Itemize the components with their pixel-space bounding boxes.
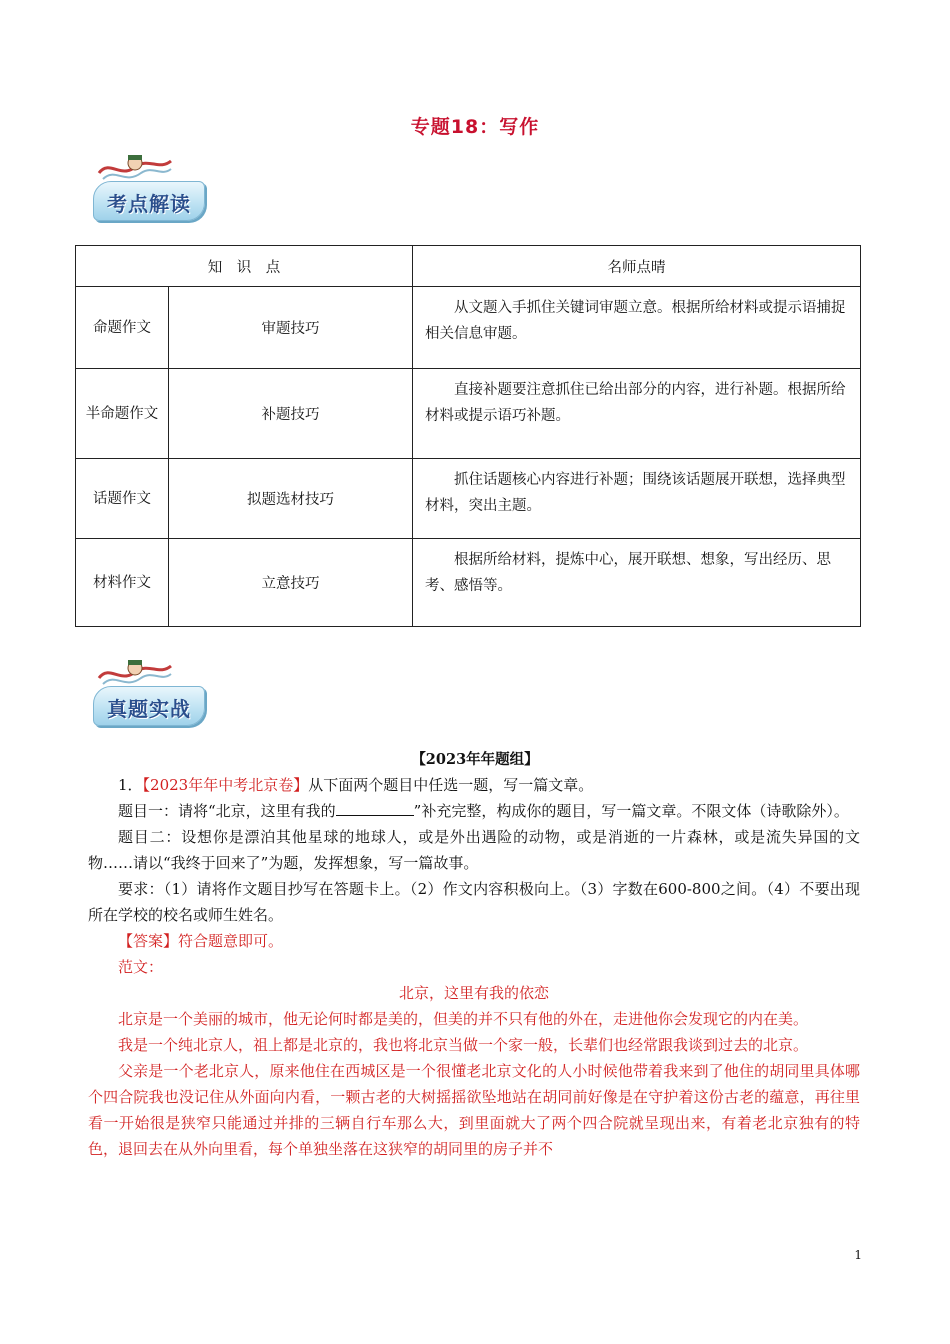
requirements: 要求：（1）请将作文题目抄写在答题卡上。（2）作文内容积极向上。（3）字数在600-800之间。（4）不要出现所在学校的校名或师生姓名。 [88, 880, 860, 924]
zhenti-badge-label: 真题实战 [107, 697, 191, 721]
table-row [76, 539, 861, 627]
answer-label: 【答案】 [118, 932, 179, 950]
topic-one-after: ”补充完整，构成你的题目，写一篇文章。不限文体（诗歌除外）。 [413, 802, 849, 820]
question-number: 1． [118, 776, 143, 794]
question-source: 【2023年年中考北京卷】 [142, 776, 309, 794]
essay-paragraph: 我是一个纯北京人，祖上都是北京的，我也将北京当做一个家一般，长辈们也经常跟我谈到过去的北京。 [118, 1036, 809, 1054]
row-category: 命题作文 [76, 287, 169, 369]
row-skill: 拟题选材技巧 [169, 459, 413, 539]
row-tip: 抓住话题核心内容进行补题；围绕该话题展开联想，选择典型材料，突出主题。 [413, 459, 861, 539]
essay-paragraph: 北京是一个美丽的城市，他无论何时都是美的，但美的并不只有他的外在，走进他你会发现它的内在美。 [118, 1010, 809, 1028]
answer-text: 符合题意即可。 [178, 932, 284, 950]
kaodian-badge-label: 考点解读 [107, 192, 191, 216]
essay-paragraph: 父亲是一个老北京人，原来他住在西城区是一个很懂老北京文化的人小时候他带着我来到了他住的胡同里具体哪个四合院我也没记住从外面向内看，一颗古老的大树摇摇欲坠地站在胡同前好像是在守护着这份古老的蕴意，再往里看一开始很是狭窄只能通过并排的三辆自行车那么大，到里面就大了两个四合院就呈现出来，有着老北京独有的特色，退回去在从外向里看，每个单独坐落在这狭窄的胡同里的房子并不 [88, 1062, 860, 1158]
topic-two: 题目二：设想你是漂泊其他星球的地球人，或是外出遇险的动物，或是消逝的一片森林，或是流失异国的文物……请以“我终于回来了”为题，发挥想象，写一篇故事。 [88, 828, 860, 872]
row-skill: 审题技巧 [169, 287, 413, 369]
row-skill: 补题技巧 [169, 369, 413, 459]
question-intro [88, 772, 860, 798]
table-row [76, 459, 861, 539]
row-category: 话题作文 [76, 459, 169, 539]
row-tip: 根据所给材料，提炼中心，展开联想、想象，写出经历、思考、感悟等。 [413, 539, 861, 627]
kaodian-badge [85, 153, 210, 223]
sample-label: 范文： [118, 958, 164, 976]
section-heading: 【2023年年题组】 [411, 751, 539, 768]
row-tip: 从文题入手抓住关键词审题立意。根据所给材料或提示语捕捉相关信息审题。 [413, 287, 861, 369]
knowledge-table [75, 245, 861, 627]
topic-one [88, 798, 860, 824]
page-number: 1 [854, 1248, 862, 1262]
table-header-row [76, 246, 861, 287]
row-category: 材料作文 [76, 539, 169, 627]
header-knowledge: 知 识 点 [76, 246, 413, 287]
row-category: 半命题作文 [76, 369, 169, 459]
topic-one-before: 题目一：请将“北京，这里有我的 [118, 802, 336, 820]
row-tip: 直接补题要注意抓住已给出部分的内容，进行补题。根据所给材料或提示语巧补题。 [413, 369, 861, 459]
answer-line [88, 928, 860, 954]
table-row [76, 287, 861, 369]
question-body [88, 772, 860, 1162]
page-title: 专题18：写作 [410, 116, 540, 138]
table-row [76, 369, 861, 459]
header-tips: 名师点晴 [413, 246, 861, 287]
fill-blank [336, 799, 414, 816]
question-intro-text: 从下面两个题目中任选一题，写一篇文章。 [308, 776, 594, 794]
row-skill: 立意技巧 [169, 539, 413, 627]
zhenti-badge [85, 658, 210, 728]
essay-title: 北京，这里有我的依恋 [398, 984, 549, 1002]
